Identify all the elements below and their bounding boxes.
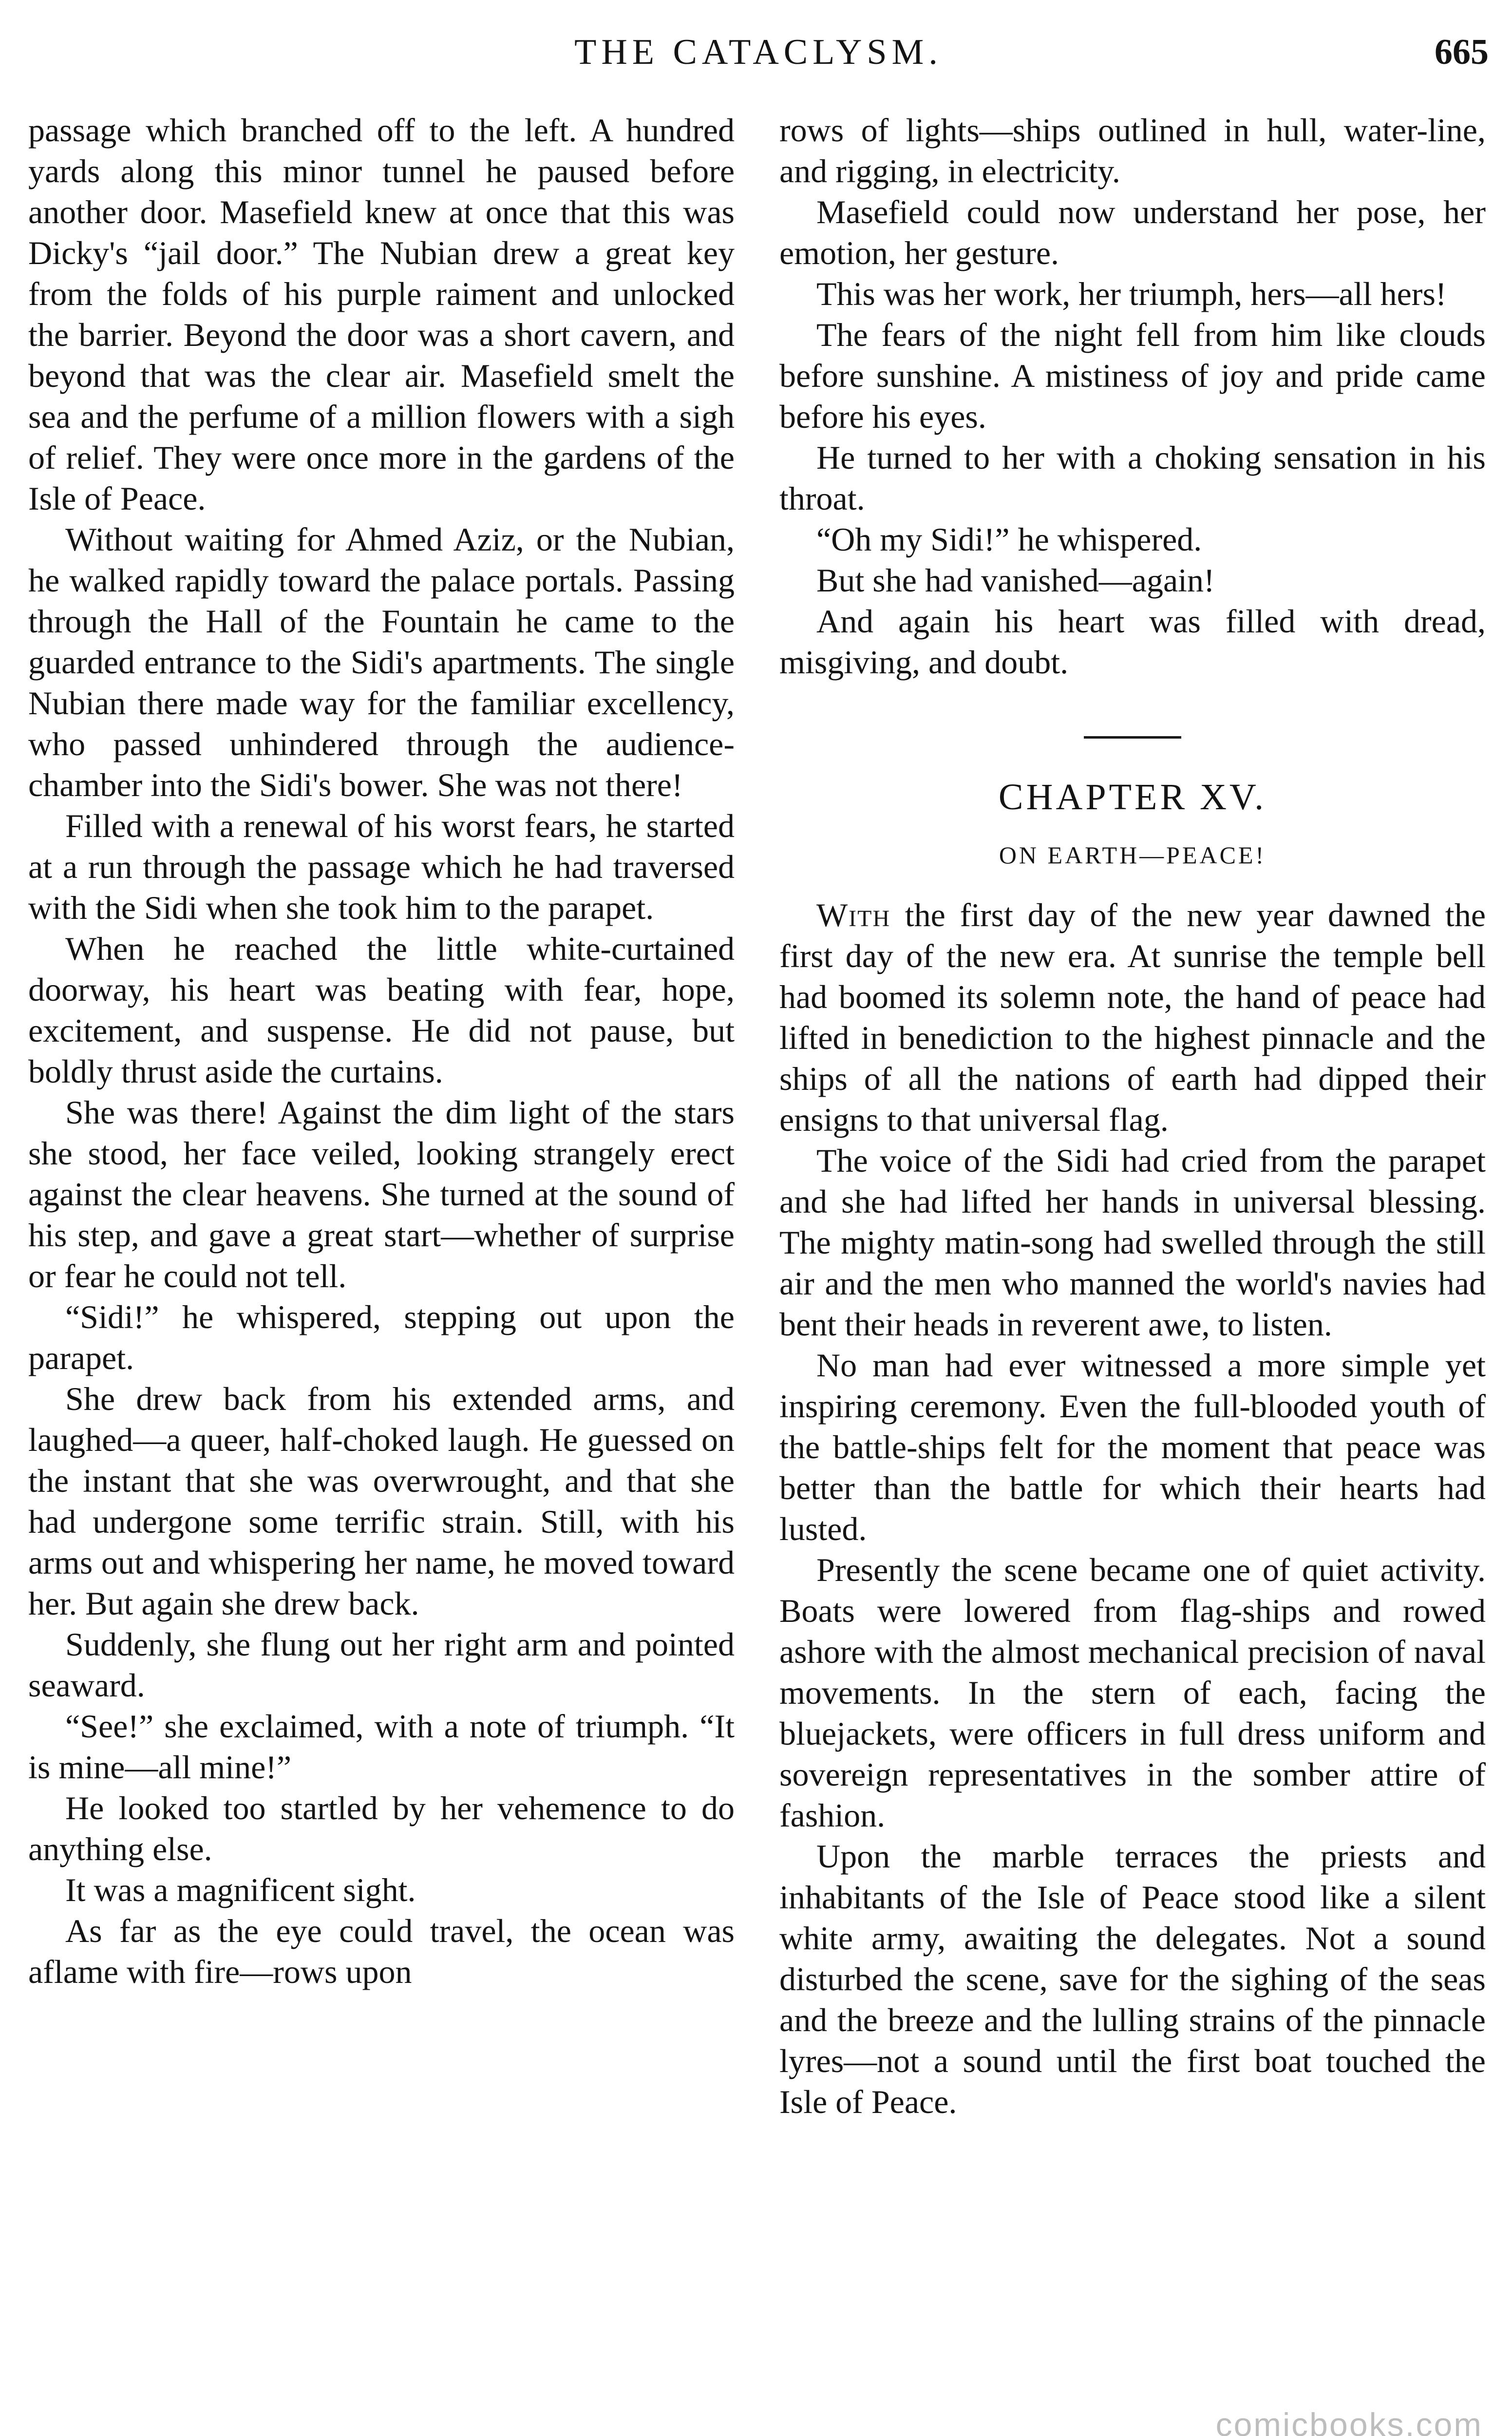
section-divider: [1084, 736, 1181, 739]
paragraph: Without waiting for Ahmed Aziz, or the Nubian, he walked rapidly toward the palace portals. Passing through the Hall of the Fountain he came to the guarded entrance to the Sidi's apartments. The single Nubian there made way for the familiar excellency, who passed unhindered through the audience-chamber into the Sidi's bower. She was not there!: [28, 521, 735, 803]
paragraph: Presently the scene became one of quiet activity. Boats were lowered from flag-ships and rowed ashore with the almost mechanical precision of naval movements. In the stern of each, facing the bluejackets, were officers in full dress uniform and sovereign representatives in the somber attire of fashion.: [779, 1551, 1486, 1834]
paragraph: “Sidi!” he whispered, stepping out upon the parapet.: [28, 1298, 735, 1376]
watermark: comicbooks.com: [1215, 2406, 1483, 2436]
paragraph: As far as the eye could travel, the ocean was aflame with fire—rows upon: [28, 1912, 735, 1990]
paragraph: Masefield could now understand her pose, her emotion, her gesture.: [779, 193, 1486, 271]
paragraph: No man had ever witnessed a more simple yet inspiring ceremony. Even the full-blooded youth of the battle-ships felt for the moment that peace was better than the battle for which their hearts had lusted.: [779, 1347, 1486, 1547]
paragraph: When he reached the little white-curtained doorway, his heart was beating with fear, hope, excitement, and suspense. He did not pause, but boldly thrust aside the curtains.: [28, 930, 735, 1090]
paragraph: “Oh my Sidi!” he whispered.: [816, 521, 1202, 558]
paragraph: rows of lights—ships outlined in hull, water-line, and rigging, in electricity.: [779, 112, 1486, 190]
right-column: [779, 110, 1486, 2122]
running-head: [28, 25, 1489, 79]
paragraph: Filled with a renewal of his worst fears, he started at a run through the passage which he had traversed with the Sidi when she took him to the parapet.: [28, 807, 735, 926]
paragraph: It was a magnificent sight.: [65, 1871, 416, 1908]
paragraph: But she had vanished—again!: [816, 562, 1215, 599]
paragraph: She drew back from his extended arms, and laughed—a queer, half-choked laugh. He guessed on the instant that she was overwrought, and that she had undergone some terrific strain. Still, with his arms out and whispering her name, he moved toward her. But again she drew back.: [28, 1380, 735, 1622]
paragraph: The voice of the Sidi had cried from the parapet and she had lifted her hands in universal blessing. The mighty matin-song had swelled through the still air and the men who manned the world's navies had bent their heads in reverent awe, to listen.: [779, 1142, 1486, 1343]
chapter-subtitle: ON EARTH—PEACE!: [999, 841, 1266, 869]
paragraph: He turned to her with a choking sensation in his throat.: [779, 439, 1486, 517]
page-number: 665: [1435, 32, 1489, 72]
paragraph: “See!” she exclaimed, with a note of triumph. “It is mine—all mine!”: [28, 1708, 735, 1786]
running-title: THE CATACLYSM.: [574, 32, 943, 72]
paragraph: Suddenly, she flung out her right arm and pointed seaward.: [28, 1626, 735, 1704]
paragraph: He looked too startled by her vehemence to do anything else.: [28, 1789, 735, 1867]
chapter-title: CHAPTER XV.: [998, 777, 1267, 818]
paragraph: passage which branched off to the left. A hundred yards along this minor tunnel he paused before another door. Masefield knew at once that this was Dicky's “jail door.” The Nubian drew a great key from the folds of his purple raiment and unlocked the barrier. Beyond the door was a short cavern, and beyond that was the clear air. Masefield smelt the sea and the perfume of a million flowers with a sigh of relief. They were once more in the gardens of the Isle of Peace.: [28, 112, 735, 517]
left-column: [28, 110, 735, 1992]
paragraph: Upon the marble terraces the priests and inhabitants of the Isle of Peace stood like a silent white army, awaiting the delegates. Not a sound disturbed the scene, save for the sighing of the seas and the breeze and the lulling strains of the pinnacle lyres—not a sound until the first boat touched the Isle of Peace.: [779, 1838, 1486, 2120]
opening-text: the first day of the new year dawned the first day of the new era. At sunrise the temple bell had boomed its solemn note, the hand of peace had lifted in benediction to the highest pinnacle and the ships of all the nations of earth had dipped their ensigns to that universal flag.: [779, 896, 1486, 1138]
paragraph: The fears of the night fell from him like clouds before sunshine. A mistiness of joy and pride came before his eyes.: [779, 316, 1486, 435]
opening-word: With: [816, 896, 891, 933]
paragraph: And again his heart was filled with dread, misgiving, and doubt.: [779, 603, 1486, 681]
chapter-opening-paragraph: [779, 894, 1486, 1140]
paragraph: She was there! Against the dim light of the stars she stood, her face veiled, looking strangely erect against the clear heavens. She turned at the sound of his step, and gave a great start—whether of surprise or fear he could not tell.: [28, 1094, 735, 1294]
paragraph: This was her work, her triumph, hers—all hers!: [816, 275, 1447, 312]
